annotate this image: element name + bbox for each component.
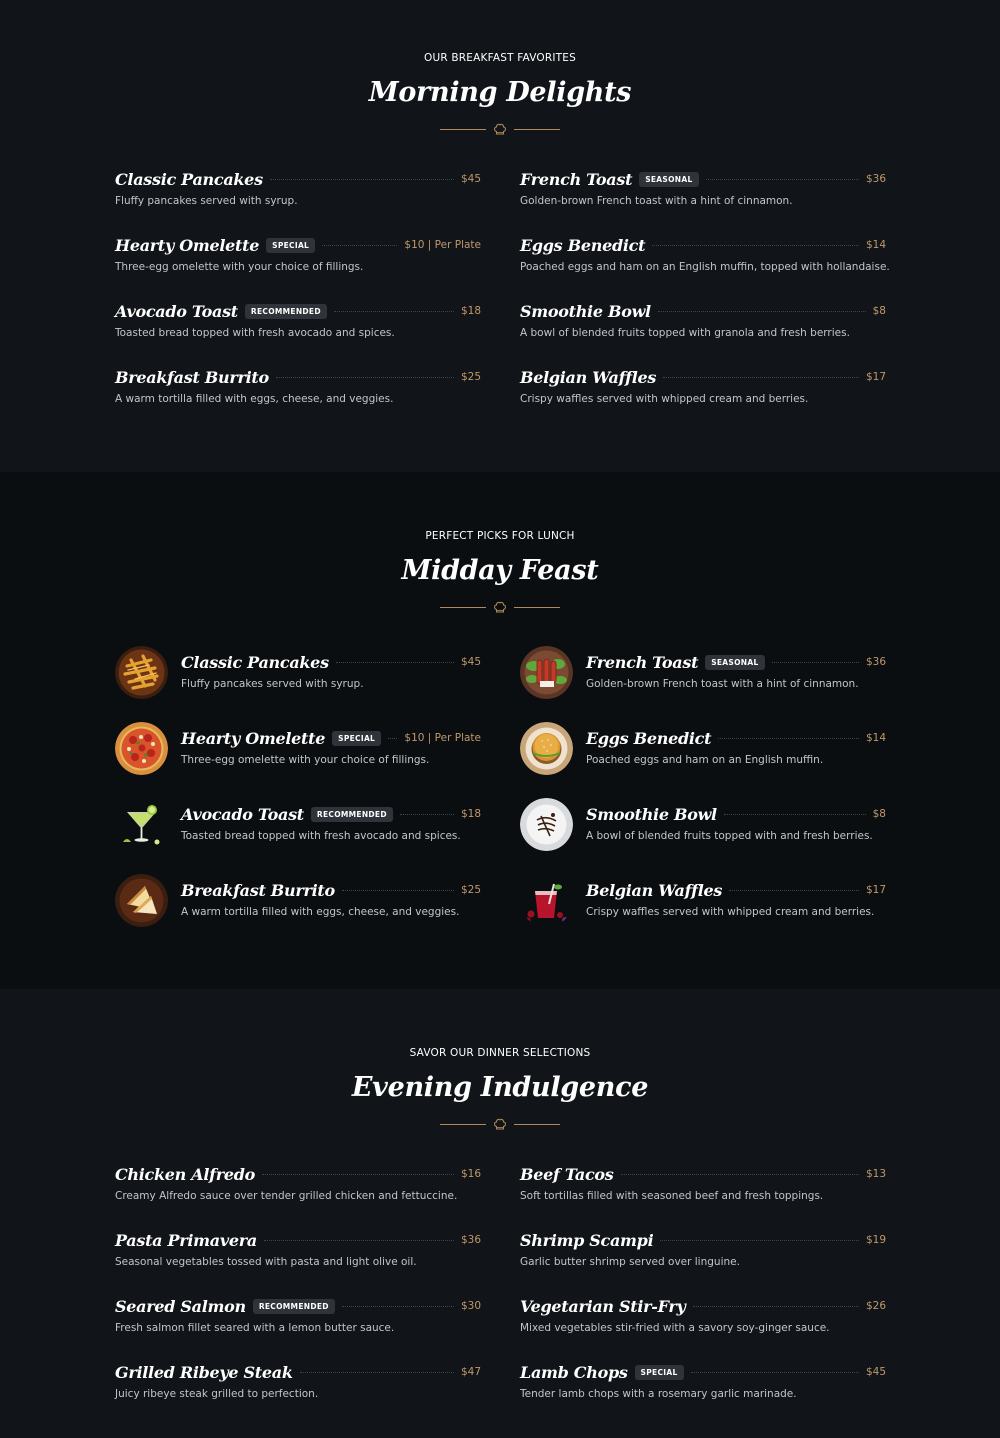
dotted-leader [724, 814, 866, 815]
dotted-leader [658, 311, 866, 312]
dotted-leader [264, 1240, 454, 1241]
menu-item-header [586, 878, 886, 902]
dotted-leader [388, 738, 397, 739]
menu-item-header [520, 167, 886, 191]
menu-item-badge: RECOMMENDED [253, 1299, 335, 1314]
menu-item-header [181, 878, 481, 902]
menu-item-description: Soft tortillas filled with seasoned beef and fresh toppings. [520, 1190, 824, 1202]
dotted-leader [400, 814, 454, 815]
dotted-leader [691, 1372, 859, 1373]
menu-item-price: $19 [865, 1234, 886, 1246]
menu-item-name: Grilled Ribeye Steak [115, 1362, 293, 1382]
breakfast-header [0, 51, 1000, 137]
dotted-leader [621, 1174, 859, 1175]
burger-photo [520, 722, 573, 775]
menu-item [520, 167, 886, 223]
menu-item-description: A warm tortilla filled with eggs, cheese, and veggies. [115, 393, 394, 405]
sausage-salad-photo [520, 646, 573, 699]
menu-item-badge: SEASONAL [705, 655, 764, 670]
menu-item [520, 874, 886, 930]
menu-item-price: $10 | Per Plate [404, 239, 481, 251]
dotted-leader [276, 377, 454, 378]
menu-item-price: $25 [460, 371, 481, 383]
menu-item-header [520, 365, 886, 389]
menu-item-name: Breakfast Burrito [181, 880, 335, 900]
menu-item [520, 1228, 886, 1284]
menu-item-price: $10 | Per Plate [404, 732, 481, 744]
menu-item-header [115, 365, 481, 389]
section-subtitle: OUR BREAKFAST FAVORITES [423, 52, 576, 64]
menu-item-header [520, 1294, 886, 1318]
menu-item-description: Fluffy pancakes served with syrup. [181, 678, 364, 690]
menu-item-price: $26 [865, 1300, 886, 1312]
dotted-leader [342, 1306, 454, 1307]
menu-item [115, 1162, 481, 1218]
dotted-leader [336, 662, 454, 663]
menu-item-description: A warm tortilla filled with eggs, cheese, and veggies. [181, 906, 460, 918]
menu-item-description: Tender lamb chops with a rosemary garlic marinade. [520, 1388, 797, 1400]
menu-item-description: Poached eggs and ham on an English muffin, topped with hollandaise. [520, 261, 890, 273]
menu-item-description: Fluffy pancakes served with syrup. [115, 195, 298, 207]
menu-item [115, 1228, 481, 1284]
menu-item-name: Breakfast Burrito [115, 367, 269, 387]
menu-item-description: A bowl of blended fruits topped with granola and fresh berries. [520, 327, 850, 339]
breakfast-section [0, 0, 1000, 472]
menu-item-price: $16 [460, 1168, 481, 1180]
menu-item-price: $30 [460, 1300, 481, 1312]
chef-hat-icon [493, 1117, 507, 1131]
menu-item-price: $14 [865, 239, 886, 251]
menu-item-name: Beef Tacos [520, 1164, 614, 1184]
menu-item-price: $18 [460, 305, 481, 317]
menu-item-badge: RECOMMENDED [311, 807, 393, 822]
menu-item-header [520, 233, 886, 257]
menu-item-price: $14 [865, 732, 886, 744]
menu-item [520, 299, 886, 355]
menu-item [115, 722, 481, 778]
dotted-leader [706, 179, 859, 180]
menu-item-name: French Toast [520, 169, 633, 189]
menu-item-header [115, 167, 481, 191]
menu-item-description: Toasted bread topped with fresh avocado and spices. [181, 830, 461, 842]
menu-item-name: Hearty Omelette [115, 235, 260, 255]
menu-item-name: Shrimp Scampi [520, 1230, 654, 1250]
menu-item-description: Crispy waffles served with whipped cream and berries. [520, 393, 809, 405]
lunch-header [0, 529, 1000, 615]
section-title: Morning Delights [368, 77, 632, 108]
menu-item-name: Chicken Alfredo [115, 1164, 256, 1184]
menu-item-header [115, 1294, 481, 1318]
menu-item-name: Eggs Benedict [586, 728, 712, 748]
cocktail-photo [115, 798, 168, 851]
menu-item-name: Smoothie Bowl [520, 301, 651, 321]
menu-item-description: Creamy Alfredo sauce over tender grilled chicken and fettuccine. [115, 1190, 458, 1202]
menu-item-badge: SPECIAL [332, 731, 381, 746]
menu-item [115, 365, 481, 421]
menu-item-badge: RECOMMENDED [245, 304, 327, 319]
chef-hat-icon [493, 600, 507, 614]
menu-item-header [115, 233, 481, 257]
menu-item-price: $45 [460, 173, 481, 185]
lunch-section [0, 472, 1000, 989]
menu-item-description: A bowl of blended fruits topped with and fresh berries. [586, 830, 873, 842]
menu-item-name: Hearty Omelette [181, 728, 326, 748]
menu-item-header [115, 1228, 481, 1252]
menu-item-name: Classic Pancakes [115, 169, 263, 189]
menu-item-badge: SPECIAL [635, 1365, 684, 1380]
menu-item [520, 646, 886, 702]
menu-item-header [520, 1228, 886, 1252]
menu-item-price: $8 [872, 808, 886, 820]
menu-item-name: Eggs Benedict [520, 235, 646, 255]
menu-item-price: $18 [460, 808, 481, 820]
menu-item [115, 167, 481, 223]
dinner-header [0, 1046, 1000, 1132]
menu-item [520, 722, 886, 778]
dotted-leader [342, 890, 454, 891]
menu-item-description: Mixed vegetables stir-fried with a savory soy-ginger sauce. [520, 1322, 830, 1334]
menu-item-header [115, 299, 481, 323]
menu-item-price: $13 [865, 1168, 886, 1180]
menu-item [520, 365, 886, 421]
menu-item-description: Fresh salmon fillet seared with a lemon butter sauce. [115, 1322, 395, 1334]
section-subtitle: SAVOR OUR DINNER SELECTIONS [409, 1047, 591, 1059]
menu-item-price: $45 [460, 656, 481, 668]
menu-item-name: Vegetarian Stir-Fry [520, 1296, 686, 1316]
fries-photo [115, 646, 168, 699]
menu-item-header [115, 1162, 481, 1186]
section-divider [440, 1116, 560, 1132]
dotted-leader [322, 245, 397, 246]
menu-item-description: Garlic butter shrimp served over linguine. [520, 1256, 740, 1268]
menu-item-name: Pasta Primavera [115, 1230, 257, 1250]
dessert-plate-photo [520, 798, 573, 851]
dotted-leader [729, 890, 859, 891]
menu-item-description: Three-egg omelette with your choice of fillings. [115, 261, 364, 273]
menu-item-badge: SPECIAL [266, 238, 315, 253]
menu-item-description: Poached eggs and ham on an English muffin. [586, 754, 824, 766]
dotted-leader [663, 377, 859, 378]
section-divider [440, 599, 560, 615]
menu-item [520, 233, 890, 289]
pizza-photo [115, 722, 168, 775]
menu-item-description: Golden-brown French toast with a hint of cinnamon. [586, 678, 859, 690]
menu-item-header [115, 1360, 481, 1384]
menu-item-badge: SEASONAL [639, 172, 698, 187]
menu-item [520, 798, 886, 854]
menu-item-header [520, 1360, 886, 1384]
menu-item-price: $36 [460, 1234, 481, 1246]
dotted-leader [300, 1372, 454, 1373]
menu-item-name: Classic Pancakes [181, 652, 329, 672]
menu-item-header [586, 726, 886, 750]
menu-item-name: Smoothie Bowl [586, 804, 717, 824]
menu-item [115, 233, 481, 289]
section-title: Evening Indulgence [351, 1072, 649, 1103]
menu-item-description: Toasted bread topped with fresh avocado and spices. [115, 327, 395, 339]
menu-item-header [181, 726, 481, 750]
chef-hat-icon [493, 122, 507, 136]
menu-item [115, 299, 481, 355]
berry-drink-photo [520, 874, 573, 927]
dotted-leader [262, 1174, 454, 1175]
menu-item-header [586, 650, 886, 674]
section-divider [440, 121, 560, 137]
dotted-leader [652, 245, 859, 246]
menu-item-name: Lamb Chops [520, 1362, 628, 1382]
menu-item-name: French Toast [586, 652, 699, 672]
menu-item-price: $25 [460, 884, 481, 896]
menu-item [520, 1360, 886, 1416]
menu-item [115, 1360, 481, 1416]
menu-item-description: Seasonal vegetables tossed with pasta and light olive oil. [115, 1256, 417, 1268]
dotted-leader [660, 1240, 859, 1241]
menu-item-name: Seared Salmon [115, 1296, 246, 1316]
dotted-leader [693, 1306, 859, 1307]
sandwich-photo [115, 874, 168, 927]
menu-item-description: Crispy waffles served with whipped cream and berries. [586, 906, 875, 918]
menu-item-name: Avocado Toast [181, 804, 304, 824]
dotted-leader [718, 738, 859, 739]
menu-item [115, 874, 481, 930]
dotted-leader [270, 179, 454, 180]
section-subtitle: PERFECT PICKS FOR LUNCH [425, 530, 575, 542]
menu-item [115, 798, 481, 854]
menu-item [520, 1294, 886, 1350]
menu-item-price: $17 [865, 371, 886, 383]
menu-item-name: Belgian Waffles [586, 880, 723, 900]
dotted-leader [334, 311, 454, 312]
menu-item-price: $36 [865, 656, 886, 668]
menu-item [520, 1162, 886, 1218]
menu-item-header [181, 802, 481, 826]
dotted-leader [772, 662, 859, 663]
menu-item-price: $45 [865, 1366, 886, 1378]
menu-item-price: $8 [872, 305, 886, 317]
menu-item-header [181, 650, 481, 674]
menu-item [115, 1294, 481, 1350]
menu-item [115, 646, 481, 702]
menu-item-name: Avocado Toast [115, 301, 238, 321]
menu-item-description: Golden-brown French toast with a hint of cinnamon. [520, 195, 793, 207]
menu-item-header [520, 299, 886, 323]
menu-item-description: Three-egg omelette with your choice of fillings. [181, 754, 430, 766]
menu-item-header [520, 1162, 886, 1186]
section-title: Midday Feast [401, 555, 599, 586]
menu-item-description: Juicy ribeye steak grilled to perfection. [115, 1388, 319, 1400]
menu-item-price: $36 [865, 173, 886, 185]
menu-item-name: Belgian Waffles [520, 367, 657, 387]
menu-item-price: $47 [460, 1366, 481, 1378]
menu-item-header [586, 802, 886, 826]
dinner-section [0, 989, 1000, 1438]
menu-item-price: $17 [865, 884, 886, 896]
